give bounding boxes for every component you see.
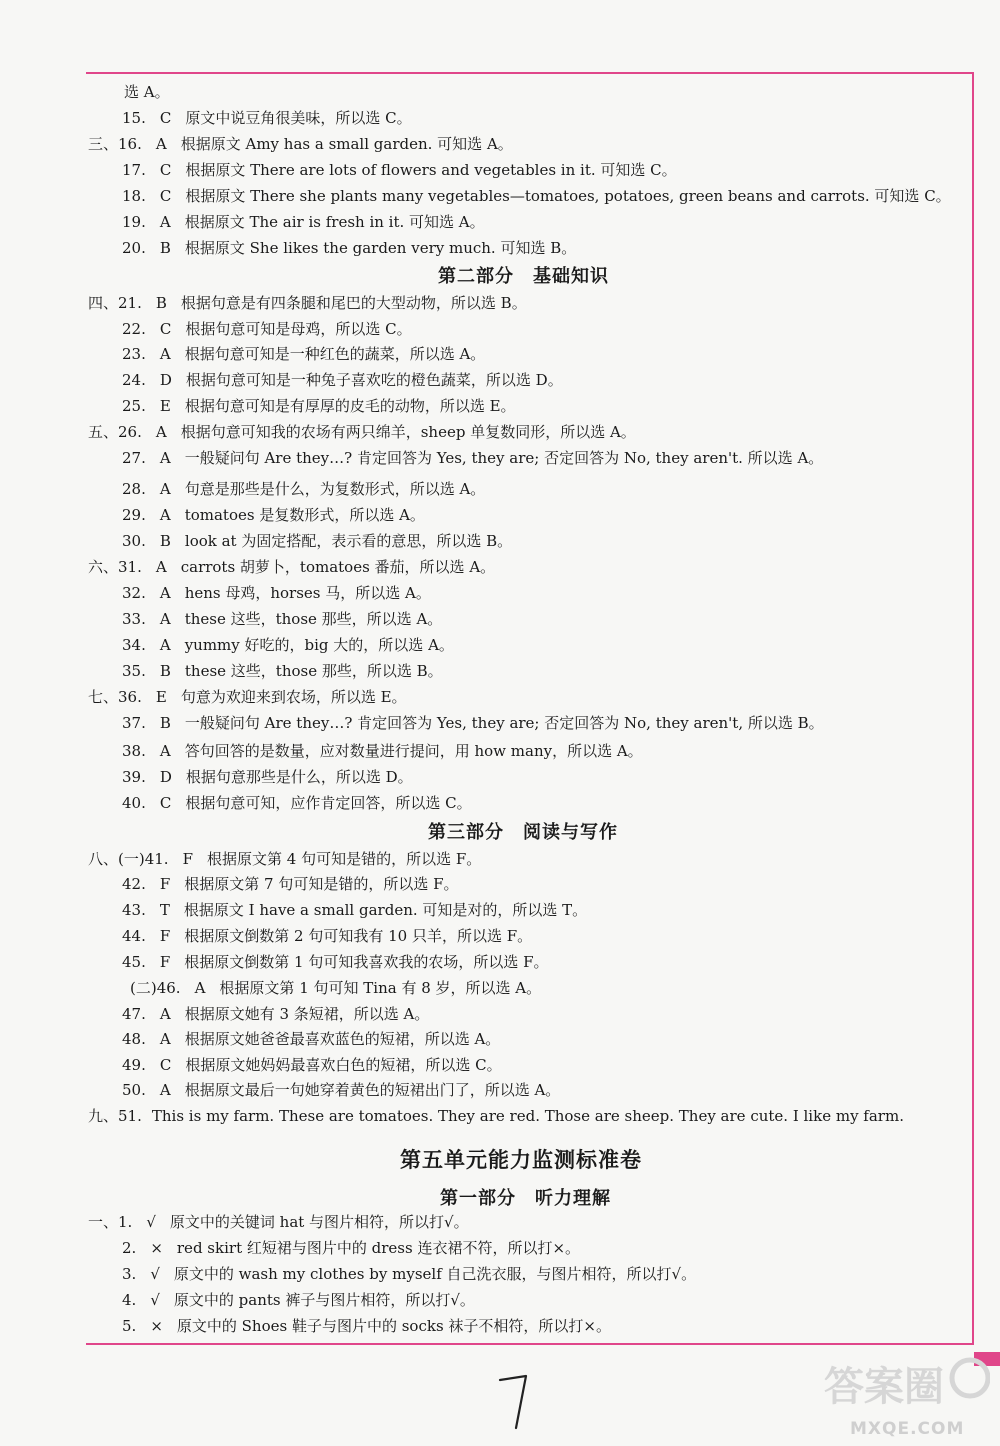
question-number: 36. (118, 688, 142, 706)
explanation-text: yummy 好吃的，big 大的，所以选 A。 (184, 636, 454, 654)
answer-line (122, 236, 576, 260)
answer-line (88, 847, 481, 871)
explanation-text: 根据句意那些是什么，所以选 D。 (185, 768, 413, 786)
answer-choice: C (159, 187, 172, 205)
question-number: 46. (156, 979, 181, 997)
explanation-text: carrots 胡萝卜，tomatoes 番茄，所以选 A。 (180, 558, 496, 576)
answer-choice: F (182, 850, 193, 868)
answer-line (122, 1288, 475, 1312)
explanation-text: 根据原文她妈妈最喜欢白色的短裙，所以选 C。 (185, 1056, 502, 1074)
explanation-text: 根据原文最后一句她穿着黄色的短裙出门了，所以选 A。 (184, 1081, 561, 1099)
explanation-text: look at 为固定搭配，表示看的意思，所以选 B。 (184, 532, 513, 550)
question-number: 51. (118, 1107, 142, 1125)
explanation-text: red skirt 红短裙与图片中的 dress 连衣裙不符，所以打×。 (176, 1239, 581, 1257)
question-number: 43. (122, 901, 146, 919)
answer-choice: B (159, 714, 171, 732)
explanation-text: 原文中的 Shoes 鞋子与图片中的 socks 袜子不相符，所以打×。 (176, 1317, 611, 1335)
answer-line (122, 872, 459, 896)
answer-choice: F (159, 875, 171, 893)
answer-line (122, 659, 443, 683)
answer-choice: B (159, 532, 171, 550)
answer-line (122, 711, 824, 735)
question-group-prefix: 一、 (88, 1213, 119, 1231)
answer-line (122, 394, 516, 418)
question-number: 3. (122, 1265, 137, 1283)
question-number: 18. (122, 187, 146, 205)
question-number: 16. (118, 135, 142, 153)
answer-choice: B (159, 662, 171, 680)
answer-line (122, 1053, 502, 1077)
answer-line (122, 950, 549, 974)
answer-choice: A (155, 135, 167, 153)
explanation-text: 根据句意可知是母鸡，所以选 C。 (185, 320, 412, 338)
section-heading-part2: 第二部分 基础知识 (438, 266, 609, 287)
answer-line (122, 924, 532, 948)
answer-line (122, 503, 425, 527)
explanation-text: hens 母鸡，horses 马，所以选 A。 (184, 584, 431, 602)
question-group-prefix: 八、(一) (88, 850, 145, 868)
question-number: 48. (122, 1030, 146, 1048)
answer-choice: D (159, 768, 172, 786)
answer-choice: A (159, 584, 171, 602)
explanation-text: 根据原文 I have a small garden. 可知是对的，所以选 T。 (183, 901, 588, 919)
question-number: 4. (122, 1291, 137, 1309)
answer-choice: A (159, 506, 171, 524)
question-number: 26. (118, 423, 142, 441)
question-number: 2. (122, 1239, 137, 1257)
explanation-text: 根据原文她爸爸最喜欢蓝色的短裙，所以选 A。 (184, 1030, 501, 1048)
question-group-prefix: 五、 (88, 423, 119, 441)
question-number: 50. (122, 1081, 146, 1099)
answer-line (122, 529, 512, 553)
question-number: 33. (122, 610, 146, 628)
question-number: 21. (118, 294, 142, 312)
answer-line (88, 1104, 904, 1128)
explanation-text: 根据原文倒数第 1 句可知我喜欢我的农场，所以选 F。 (184, 953, 549, 971)
question-number: 5. (122, 1317, 137, 1335)
question-group-prefix: 七、 (88, 688, 119, 706)
answer-line (122, 446, 823, 470)
question-number: 20. (122, 239, 146, 257)
answer-line (88, 291, 527, 315)
right-border-line (972, 72, 974, 1344)
explanation-text: 根据原文她有 3 条短裙，所以选 A。 (184, 1005, 430, 1023)
question-number: 45. (122, 953, 146, 971)
answer-line (122, 898, 587, 922)
answer-choice: C (159, 320, 172, 338)
explanation-text: 句意是那些是什么，为复数形式，所以选 A。 (184, 480, 486, 498)
section-heading-part3: 第三部分 阅读与写作 (428, 822, 618, 843)
answer-choice: A (159, 742, 171, 760)
explanation-text: 原文中的关键词 hat 与图片相符，所以打√。 (169, 1213, 469, 1231)
explanation-text: 根据原文 There are lots of flowers and vegetables in it. 可知选 C。 (185, 161, 677, 179)
answer-choice: C (159, 794, 172, 812)
answer-line (88, 420, 636, 444)
question-group-prefix: 四、 (88, 294, 119, 312)
question-number: 17. (122, 161, 146, 179)
answer-choice: √ (150, 1291, 160, 1309)
explanation-text: 选 A。 (124, 83, 170, 101)
explanation-text: these 这些，those 那些，所以选 B。 (184, 662, 443, 680)
answer-choice: × (150, 1317, 163, 1335)
question-number: 28. (122, 480, 146, 498)
answer-line (124, 80, 170, 104)
answer-line (130, 976, 541, 1000)
answer-choice: A (159, 610, 171, 628)
answer-line (122, 791, 472, 815)
explanation-text: 根据句意可知，应作肯定回答，所以选 C。 (185, 794, 472, 812)
answer-line (122, 106, 412, 130)
top-border-line (86, 72, 974, 74)
answer-line (122, 317, 412, 341)
question-number: 39. (122, 768, 146, 786)
question-number: 41. (144, 850, 169, 868)
explanation-text: 原文中的 pants 裤子与图片相符，所以打√。 (173, 1291, 475, 1309)
question-number: 34. (122, 636, 146, 654)
answer-choice: A (155, 558, 167, 576)
answer-line (122, 368, 563, 392)
answer-line (122, 184, 951, 208)
answer-line (122, 765, 413, 789)
explanation-text: 根据句意可知我的农场有两只绵羊，sheep 单复数同形，所以选 A。 (180, 423, 636, 441)
question-number: 15. (122, 109, 146, 127)
question-group-prefix: 九、 (88, 1107, 119, 1125)
watermark-logo-text: 答案圈 (824, 1364, 944, 1410)
answer-choice: A (194, 979, 206, 997)
answer-line (88, 132, 513, 156)
answer-choice: B (159, 239, 171, 257)
answer-choice: F (159, 953, 171, 971)
bottom-border-line (86, 1343, 974, 1345)
answer-line (122, 1002, 429, 1026)
explanation-text: tomatoes 是复数形式，所以选 A。 (184, 506, 425, 524)
question-number: 25. (122, 397, 146, 415)
answer-choice: F (159, 927, 171, 945)
explanation-text: 根据句意可知是有厚厚的皮毛的动物，所以选 E。 (184, 397, 516, 415)
answer-line (88, 555, 495, 579)
answer-choice: A (159, 213, 171, 231)
question-group-prefix: 三、 (88, 135, 119, 153)
explanation-text: 根据原文 Amy has a small garden. 可知选 A。 (180, 135, 513, 153)
question-number: 49. (122, 1056, 146, 1074)
answer-choice: A (159, 449, 171, 467)
answer-line (122, 210, 485, 234)
question-number: 44. (122, 927, 146, 945)
answer-line (122, 158, 677, 182)
explanation-text: 一般疑问句 Are they…? 肯定回答为 Yes, they are; 否定回答为 No, they aren't, 所以选 B。 (184, 714, 824, 732)
question-number: 35. (122, 662, 146, 680)
question-number: 22. (122, 320, 146, 338)
explanation-text: 原文中说豆角很美味，所以选 C。 (185, 109, 412, 127)
answer-choice: C (159, 1056, 172, 1074)
answer-choice: A (159, 636, 171, 654)
answer-choice: A (159, 1081, 171, 1099)
explanation-text: 根据原文 There she plants many vegetables—tomatoes, potatoes, green beans and carrots. 可知选 C。 (185, 187, 951, 205)
answer-line (122, 581, 431, 605)
answer-line (122, 1027, 500, 1051)
explanation-text: 答句回答的是数量，应对数量进行提问，用 how many，所以选 A。 (184, 742, 643, 760)
explanation-text: 根据原文第 1 句可知 Tina 有 8 岁，所以选 A。 (219, 979, 542, 997)
question-number: 24. (122, 371, 146, 389)
answer-choice: × (150, 1239, 163, 1257)
answer-line (122, 1236, 580, 1260)
answer-choice: √ (146, 1213, 156, 1231)
answer-choice: T (159, 901, 170, 919)
question-number: 19. (122, 213, 146, 231)
explanation-text: these 这些，those 那些，所以选 A。 (184, 610, 443, 628)
answer-line (122, 633, 454, 657)
answer-choice: A (159, 345, 171, 363)
question-number: 40. (122, 794, 146, 812)
answer-line (122, 1078, 560, 1102)
explanation-text: 根据原文倒数第 2 句可知我有 10 只羊，所以选 F。 (184, 927, 533, 945)
answer-line (122, 342, 485, 366)
question-number: 42. (122, 875, 146, 893)
site-watermark (820, 1348, 990, 1444)
watermark-url: MXQE.COM (850, 1419, 965, 1439)
unit-title: 第五单元能力监测标准卷 (400, 1147, 642, 1172)
answer-choice: A (155, 423, 167, 441)
answer-choice: C (159, 161, 172, 179)
answer-choice: D (159, 371, 172, 389)
answer-line (122, 739, 643, 763)
answer-line (122, 477, 485, 501)
question-number: 30. (122, 532, 146, 550)
question-number: 1. (118, 1213, 133, 1231)
question-group-prefix: (二) (130, 979, 157, 997)
answer-choice: A (159, 1030, 171, 1048)
explanation-text: 根据句意可知是一种红色的蔬菜，所以选 A。 (184, 345, 486, 363)
answer-line (122, 1262, 696, 1286)
explanation-text: 一般疑问句 Are they…? 肯定回答为 Yes, they are; 否定回答为 No, they aren't. 所以选 A。 (184, 449, 824, 467)
explanation-text: 根据原文 She likes the garden very much. 可知选 B。 (184, 239, 577, 257)
question-group-prefix: 六、 (88, 558, 119, 576)
question-number: 31. (118, 558, 142, 576)
explanation-text: 根据原文第 4 句可知是错的，所以选 F。 (207, 850, 482, 868)
question-number: 32. (122, 584, 146, 602)
answer-line (88, 685, 407, 709)
question-number: 38. (122, 742, 146, 760)
answer-choice: C (159, 109, 172, 127)
section-heading-part1: 第一部分 听力理解 (440, 1188, 611, 1209)
answer-choice: A (159, 480, 171, 498)
answer-line (122, 1314, 611, 1338)
question-number: 47. (122, 1005, 146, 1023)
question-number: 29. (122, 506, 146, 524)
answer-line (122, 607, 442, 631)
answer-line (88, 1210, 469, 1234)
explanation-text: 根据原文第 7 句可知是错的，所以选 F。 (184, 875, 459, 893)
answer-choice: B (155, 294, 167, 312)
question-number: 27. (122, 449, 146, 467)
answer-choice: √ (150, 1265, 160, 1283)
explanation-text: 句意为欢迎来到农场，所以选 E。 (180, 688, 407, 706)
question-number: 23. (122, 345, 146, 363)
answer-choice: A (159, 1005, 171, 1023)
explanation-text: This is my farm. These are tomatoes. They are red. Those are sheep. They are cute. I like my farm. (151, 1107, 904, 1125)
explanation-text: 根据句意是有四条腿和尾巴的大型动物，所以选 B。 (180, 294, 527, 312)
explanation-text: 根据句意可知是一种兔子喜欢吃的橙色蔬菜，所以选 D。 (185, 371, 563, 389)
question-number: 37. (122, 714, 146, 732)
explanation-text: 原文中的 wash my clothes by myself 自己洗衣服，与图片相符，所以打√。 (173, 1265, 697, 1283)
explanation-text: 根据原文 The air is fresh in it. 可知选 A。 (184, 213, 485, 231)
handwritten-page-number-graphic (494, 1368, 534, 1438)
answer-choice: E (155, 688, 167, 706)
answer-choice: E (159, 397, 171, 415)
